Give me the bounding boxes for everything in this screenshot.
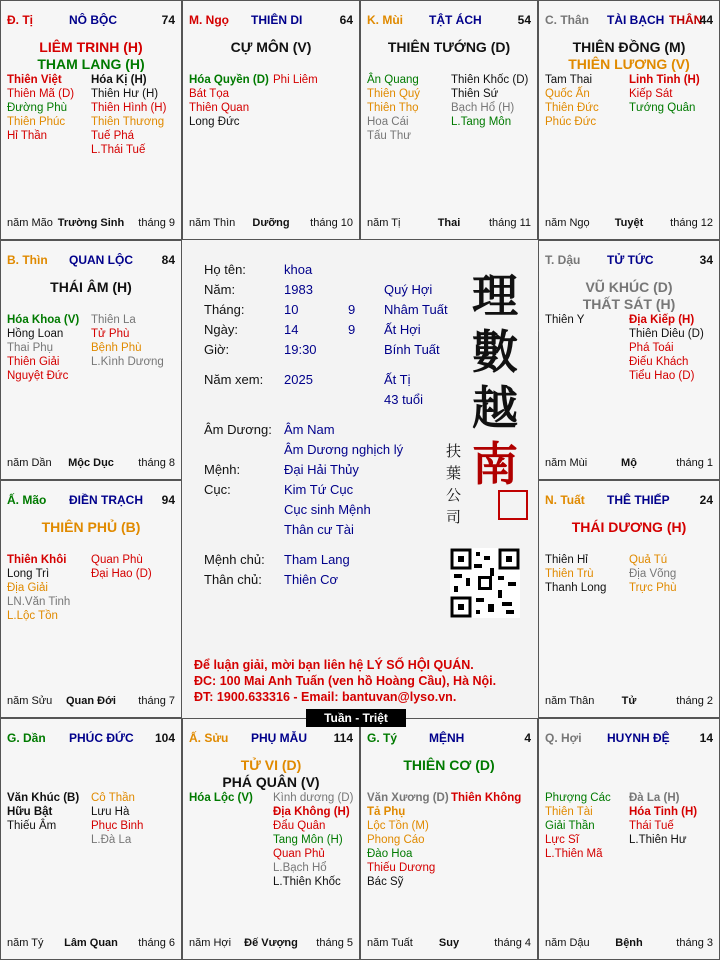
minor-star: L.Kình Dương [91,356,164,368]
palace-number: 14 [699,731,713,745]
minor-star: Cô Thần [91,792,135,804]
minor-star: L.Tang Môn [451,116,512,128]
minor-star: Quan Phù [91,554,143,566]
minor-star: Tử Phù [91,328,130,340]
minor-star: Quốc Ấn [545,88,590,100]
palace-number: 24 [699,493,713,507]
cuc-value-2: Cục sinh Mệnh [284,502,371,517]
minor-star: Đường Phù [7,102,67,114]
day-label: Ngày: [204,322,238,337]
palace-year: năm Sửu [7,695,53,707]
palace-number: 104 [154,731,175,745]
minor-star: Kình dương (D) [273,792,354,804]
minor-star: Thiếu Dương [367,862,436,874]
minor-star: Hóa Tinh (H) [629,806,698,818]
minor-star: L.Bạch Hổ [273,862,327,874]
hour-can: Bính Tuất [384,342,440,357]
qr-code[interactable] [450,548,520,618]
month-label: Tháng: [204,302,245,317]
palace-stage: Trường Sinh [57,217,125,229]
amduong-value-2: Âm Dương nghịch lý [284,442,404,457]
palace-stage: Suy [438,937,460,949]
calligraphy-small-char: 扶 [446,442,462,460]
minor-star: Lộc Tồn (M) [367,820,429,832]
name-value: khoa [284,262,313,277]
palace-month: tháng 5 [316,937,353,949]
hour-value: 19:30 [284,342,317,357]
palace-number: 4 [524,731,531,745]
palace-stage: Bệnh [615,937,643,949]
palace-can-chi: Ấ. Sửu [189,731,229,745]
minor-star: Thiên Việt [7,74,62,86]
minor-star: Phong Cáo [367,834,425,846]
menhchu-label: Mệnh chủ: [204,552,265,567]
palace-year: năm Hợi [189,937,232,949]
age-value: 43 tuổi [384,392,424,407]
minor-star: Nguyệt Đức [7,370,69,382]
minor-star: Thanh Long [545,582,607,594]
minor-star: Văn Xương (D) [367,792,449,804]
minor-star: Thiên Không [451,792,522,804]
view-year-can: Ất Tị [384,372,411,387]
minor-star: Giải Thần [545,820,595,832]
thanchu-value: Thiên Cơ [284,572,339,587]
year-label: Năm: [204,282,236,297]
palace-month: tháng 10 [310,217,353,229]
calligraphy-char: 南 [472,437,518,491]
palace-year: năm Mùi [545,457,588,469]
palace-number: 114 [333,731,353,745]
minor-star: Phúc Đức [545,116,597,128]
minor-star: L.Lộc Tồn [7,610,58,622]
tuan-triet-label: Tuần - Triệt [306,709,406,727]
minor-star: Quả Tú [629,554,668,566]
minor-star: Tả Phụ [367,806,406,818]
palace-can-chi: C. Thân [545,13,589,27]
palace-name: PHỤ MẪU [251,731,307,745]
palace-name: TẬT ÁCH [429,13,482,27]
minor-star: Lực Sĩ [545,834,579,846]
minor-star: Long Đức [189,116,240,128]
palace-number: 44 [699,13,713,27]
minor-star: Thiên Sứ [451,88,499,100]
palace-can-chi: Ấ. Mão [7,493,47,507]
calligraphy-small-char: 司 [446,508,462,526]
minor-star: Tướng Quân [629,102,696,114]
menhchu-value: Tham Lang [284,552,350,567]
minor-star: L.Thiên Khốc [273,876,341,888]
palace-stage: Dưỡng [252,217,290,229]
qr-code-icon [450,548,520,618]
minor-star: Thiên Quan [189,102,250,114]
minor-star: Văn Khúc (B) [7,792,80,804]
month-lunar: 9 [348,302,356,317]
center-panel [182,240,538,718]
minor-star: Bát Tọa [189,88,230,100]
palace-name: HUYNH ĐỆ [607,731,670,745]
minor-star: Tuế Phá [91,130,135,142]
main-star: THÁI ÂM (H) [50,279,132,295]
minor-star: Trực Phù [629,582,677,594]
minor-star: Hữu Bật [7,806,53,818]
minor-star: Thái Tuế [629,820,674,832]
minor-star: Phá Toái [629,342,674,354]
minor-star: Thiên Khôi [7,554,67,566]
palace-number: 84 [161,253,175,267]
main-star: THIÊN TƯỚNG (D) [387,39,511,55]
minor-star: Thiên Thương [91,116,165,128]
palace-can-chi: T. Dậu [545,253,581,267]
seal-stamp [498,490,528,520]
month-value: 10 [284,302,299,317]
minor-star: Ân Quang [367,74,419,86]
month-can: Nhâm Tuất [384,302,448,317]
minor-star: Phượng Các [545,792,611,804]
minor-star: Hóa Lộc (V) [189,792,253,804]
palace-stage: Thai [437,217,461,229]
main-star: THÁI DƯƠNG (H) [571,519,687,535]
minor-star: Bệnh Phù [91,342,142,354]
minor-star: Thiên Hư (H) [91,88,159,100]
minor-star: Điếu Khách [629,356,689,368]
main-star: THIÊN ĐỒNG (M) [572,39,686,55]
amduong-value: Âm Nam [284,422,335,437]
year-can: Quý Hợi [384,282,433,297]
day-can: Ất Hợi [384,322,421,337]
minor-star: Thiên Y [545,314,585,326]
palace-stage: Tuyệt [614,217,644,229]
menh-label: Mệnh: [204,462,241,477]
palace-name: QUAN LỘC [69,253,133,267]
minor-star: Đại Hao (D) [91,568,152,580]
minor-star: Hồng Loan [7,328,64,340]
minor-star: Thiên Phúc [7,116,66,128]
thanchu-label: Thân chủ: [204,572,262,587]
palace-name: THIÊN DI [251,13,303,27]
minor-star: Thiên Mã (D) [7,88,75,100]
palace-name: MỆNH [429,731,465,745]
main-star: THAM LANG (H) [37,56,145,72]
palace-number: 54 [517,13,531,27]
minor-star: Thiếu Âm [7,820,57,832]
minor-star: L.Thái Tuế [91,144,146,156]
minor-star: Địa Kiếp (H) [629,314,695,326]
minor-star: Phi Liêm [273,74,318,86]
main-star: LIÊM TRINH (H) [39,39,143,55]
year-value: 1983 [284,282,313,297]
minor-star: Quan Phủ [273,848,325,860]
minor-star: Hóa Quyền (D) [189,74,269,86]
palace-can-chi: N. Tuất [545,493,585,507]
palace-year: năm Thân [545,695,595,707]
palace-month: tháng 11 [488,217,531,229]
minor-star: L.Thiên Hư [629,834,687,846]
main-star: TỬ VI (D) [240,757,302,773]
day-value: 14 [284,322,299,337]
palace-month: tháng 6 [138,937,175,949]
palace-month: tháng 12 [670,217,713,229]
minor-star: LN.Văn Tinh [7,596,71,608]
palace-stage: Quan Đới [66,695,116,707]
minor-star: Hoa Cái [367,116,409,128]
palace-name: NÔ BỘC [69,13,117,27]
day-lunar: 9 [348,322,356,337]
calligraphy-small-char: 葉 [446,464,462,482]
palace-year: năm Tý [7,937,44,949]
contact-line-1: Để luận giải, mời bạn liên hệ LÝ SỐ HỘI QUÁN. [194,658,474,672]
minor-star: Thiên Trù [545,568,594,580]
palace-year: năm Ngọ [545,217,590,229]
palace-number: 74 [161,13,175,27]
name-label: Họ tên: [204,262,246,277]
minor-star: Đào Hoa [367,848,413,860]
palace-can-chi: Q. Hợi [545,731,582,745]
minor-star: Thiên Hình (H) [91,102,167,114]
palace-stage: Tử [621,695,637,707]
cuc-value-3: Thân cư Tài [284,522,354,537]
minor-star: Địa Võng [629,568,677,580]
minor-star: Tiểu Hao (D) [629,370,695,382]
menh-value: Đại Hải Thủy [284,462,359,477]
palace-stage: Lâm Quan [64,937,118,949]
minor-star: Thiên Quý [367,88,421,100]
minor-star: Hóa Kị (H) [91,74,147,86]
minor-star: Kiếp Sát [629,88,673,100]
palace-year: năm Dần [7,457,52,469]
minor-star: Thiên Giải [7,356,60,368]
palace-month: tháng 3 [676,937,713,949]
minor-star: L.Thiên Mã [545,848,603,860]
minor-star: Long Trì [7,568,50,580]
minor-star: Thiên Khốc (D) [451,74,529,86]
palace-month: tháng 2 [676,695,713,707]
palace-year: năm Mão [7,217,53,229]
palace-stage: Mộc Dục [68,457,114,469]
palace-number: 94 [161,493,175,507]
palace-name: PHÚC ĐỨC [69,731,134,745]
main-star: THIÊN PHỦ (B) [41,519,141,535]
palace-can-chi: G. Tý [367,731,398,745]
palace-year: năm Thìn [189,217,236,229]
main-star: PHÁ QUÂN (V) [222,774,320,790]
minor-star: Đà La (H) [629,792,680,804]
palace-stage: Đế Vượng [244,937,298,949]
main-star: VŨ KHÚC (D) [585,279,673,295]
palace-name: TÀI BẠCH [607,13,665,27]
minor-star: Bạch Hổ (H) [451,102,515,114]
cuc-value: Kim Tứ Cục [284,482,354,497]
minor-star: Linh Tinh (H) [629,74,700,86]
calligraphy-char: 理 [472,269,518,323]
calligraphy-small-char: 公 [446,486,462,504]
minor-star: Bác Sỹ [367,876,404,888]
minor-star: Hóa Khoa (V) [7,314,80,326]
palace-name: ĐIỀN TRẠCH [69,493,143,507]
view-year-label: Năm xem: [204,372,264,387]
minor-star: Thiên Thọ [367,102,419,114]
minor-star: Phục Binh [91,820,144,832]
main-star: CỰ MÔN (V) [230,39,312,55]
palace-name: THÊ THIẾP [607,493,670,507]
minor-star: Thiên Đức [545,102,599,114]
minor-star: Thiên La [91,314,136,326]
minor-star: Tam Thai [545,74,593,86]
main-star: THẤT SÁT (H) [582,296,676,312]
calligraphy-char: 越 [472,381,518,435]
hour-label: Giờ: [204,342,230,357]
calligraphy-small [446,440,461,528]
minor-star: Địa Không (H) [273,806,350,818]
minor-star: Thiên Diêu (D) [629,328,704,340]
contact-address: ĐC: 100 Mai Anh Tuấn (ven hồ Hoàng Cầu), Hà Nội. [194,674,497,688]
cuc-label: Cục: [204,482,231,497]
palace-number: 64 [339,13,353,27]
palace-month: tháng 1 [676,457,713,469]
minor-star: Thiên Tài [545,806,593,818]
palace-year: năm Tuất [367,937,413,949]
minor-star: Đẩu Quân [273,820,326,832]
amduong-label: Âm Dương: [204,422,272,437]
palace-can-chi: Đ. Tị [7,13,33,27]
contact-phone-email: ĐT: 1900.633316 - Email: bantuvan@lyso.vn. [194,690,457,704]
main-star: THIÊN LƯƠNG (V) [568,56,690,72]
palace-stage: Mộ [621,457,637,469]
palace-month: tháng 9 [138,217,175,229]
minor-star: L.Đà La [91,834,132,846]
palace-number: 34 [699,253,713,267]
minor-star: Lưu Hà [91,806,130,818]
calligraphy-char: 數 [472,325,518,379]
palace-can-chi: G. Dần [7,731,46,745]
minor-star: Tang Môn (H) [273,834,343,846]
palace-month: tháng 7 [138,695,175,707]
palace-year: năm Dậu [545,937,590,949]
palace-year: năm Tị [367,217,401,229]
palace-can-chi: K. Mùi [367,13,403,27]
palace-name: TỬ TỨC [607,253,654,267]
minor-star: Tấu Thư [367,130,411,142]
palace-month: tháng 8 [138,457,175,469]
minor-star: Địa Giải [7,582,48,594]
main-star: THIÊN CƠ (D) [403,757,495,773]
minor-star: Thiên Hỉ [545,554,588,566]
than-marker: THÂN [669,13,703,27]
minor-star: Thai Phụ [7,342,54,354]
view-year-value: 2025 [284,372,313,387]
palace-can-chi: B. Thìn [7,253,48,267]
palace-can-chi: M. Ngọ [189,13,229,27]
minor-star: Hỉ Thần [7,130,48,142]
palace-month: tháng 4 [494,937,531,949]
